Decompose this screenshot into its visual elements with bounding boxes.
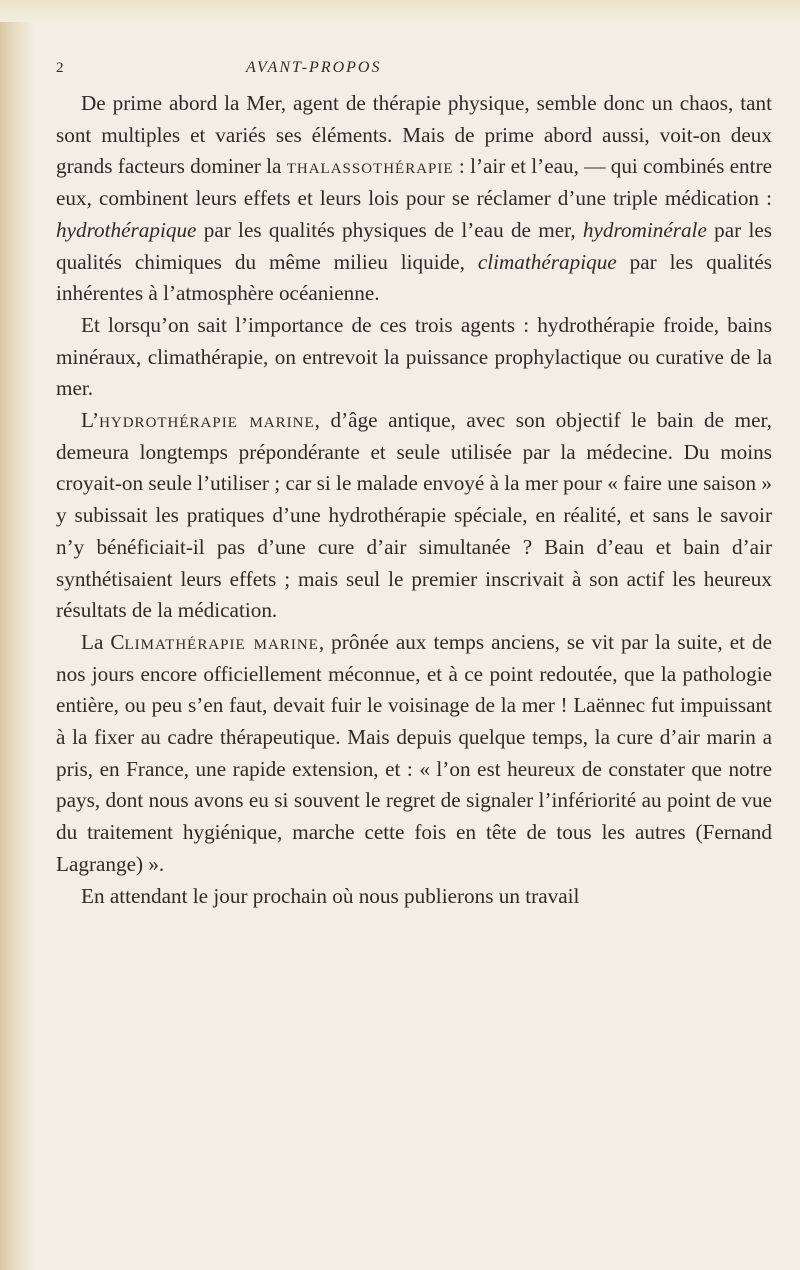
paragraph-2: Et lorsqu’on sait l’importance de ces trois agents : hydrothérapie froide, bains minéraux, climathérapie, on entrevoit la puissance prophylactique ou curative de la mer.	[56, 312, 772, 401]
paragraph-1-text-a: De prime abord la Mer, agent de thérapie physique, semble donc un chaos, tant sont multiples et variés ses éléments. Mais de prime abord aussi, voit-on deux grands facteurs dominer la	[56, 91, 772, 179]
paragraph-5: En attendant le jour prochain où nous publierons un travail	[81, 883, 580, 908]
paragraph-1-text-d: par les qualités chimiques du même milieu liquide,	[56, 217, 772, 274]
paragraph-1-italic-climatherapique: climathérapique	[477, 249, 617, 274]
page-top-shadow	[0, 0, 800, 22]
paragraph-4-smallcaps-climatherapie-marine: limathérapie marine	[124, 629, 319, 654]
page-header	[56, 60, 772, 88]
paragraph-1-smallcaps-thalassotherapie: thalassothérapie	[286, 154, 454, 179]
paragraph-4-lead: La C	[81, 629, 125, 654]
paragraph-3	[56, 405, 772, 627]
book-page	[56, 60, 772, 912]
paragraph-1	[56, 88, 772, 310]
paragraph-4	[56, 627, 772, 881]
paragraph-1-italic-hydrotherapique: hydrothérapique	[56, 217, 197, 242]
paragraph-4-text: , prônée aux temps anciens, se vit par la suite, et de nos jours encore officiellement méconnue, et à ce point redoutée, que la pathologie entière, ou peu s’en faut, devait fuir le voisinage de la mer ! Laënnec fut impuissant à la fixer au cadre thérapeutique. Mais depuis quelque temps, la cure d’air marin a pris, en France, une rapide extension, et : « l’on est heureux de constater que notre pays, dont nous avons eu si souvent le regret de signaler l’infériorité au point de vue du traitement hygiénique, marche cette fois en tête de tous les autres (Fernand Lagrange) ».	[56, 629, 773, 876]
paragraph-1-text-c: par les qualités physiques de l’eau de mer,	[196, 217, 583, 242]
page-edge-shadow	[0, 0, 34, 1270]
page-number: 2	[56, 60, 64, 76]
paragraph-3-smallcaps-hydrotherapie-marine: hydrothérapie marine	[99, 408, 315, 433]
paragraph-1-text-e: par les qualités inhérentes à l’atmosphère océanienne.	[56, 249, 772, 306]
paragraph-3-text: , d’âge antique, avec son objectif le bain de mer, demeura longtemps prépondérante et seule utilisée par la médecine. Du moins croyait-on seule l’utiliser ; car si le malade envoyé à la mer pour « faire une saison » y subissait les pratiques d’une hydrothérapie spéciale, en réalité, et sans le savoir n’y bénéficiait-il pas d’une cure d’air simultanée ? Bain d’eau et bain d’air synthétisaient leurs effets ; mais seul le premier inscrivait à son actif les heureux résultats de la médication.	[56, 408, 772, 623]
running-title: AVANT-PROPOS	[246, 59, 382, 76]
paragraph-3-lead: L’	[81, 408, 100, 433]
paragraph-1-italic-hydrominerale: hydrominérale	[582, 217, 707, 242]
paragraph-1-text-b: : l’air et l’eau, — qui combinés entre eux, combinent leurs effets et leurs lois pour se réclamer d’une triple médication :	[56, 154, 772, 211]
